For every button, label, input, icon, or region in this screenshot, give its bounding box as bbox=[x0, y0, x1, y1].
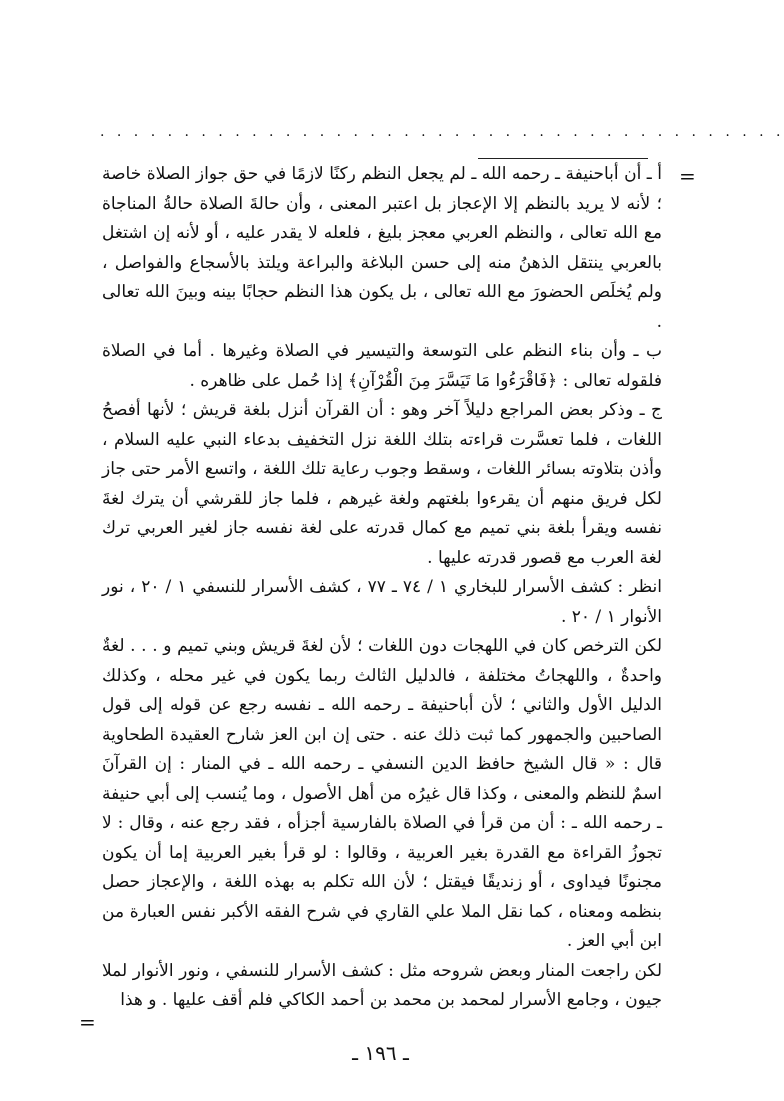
paragraph-ba: ب ـ وأن بناء النظم على التوسعة والتيسير في الصلاة وغيرها . أما في الصلاة فلقوله تعالى : ﴿فَاقْرَءُوا مَا تَيَسَّرَ مِنَ الْقُرْآنِ﴾ إذا حُمل على ظاهره . bbox=[102, 341, 662, 391]
footnote-body bbox=[102, 160, 662, 1016]
paragraph-references: انظر : كشف الأسرار للبخاري ١ / ٧٤ ـ ٧٧ ، كشف الأسرار للنسفي ١ / ٢٠ ، نور الأنوار ١ / ٢٠ . bbox=[102, 577, 662, 627]
paragraph-closing: لكن راجعت المنار وبعض شروحه مثل : كشف الأسرار للنسفي ، ونور الأنوار لملا جيون ، وجامع الأسرار لمحمد بن محمد بن أحمد الكاكي فلم أقف عليها . و هذا bbox=[102, 960, 662, 1010]
paragraph-discussion: لكن الترخص كان في اللهجات دون اللغات ؛ لأن لغةَ قريش وبني تميم و . . . لغةٌ واحدةٌ ، واللهجاتُ مختلفة ، فالدليل الثالث ربما يكون في غير محله ، وكذلك الدليل الأول والثاني ؛ لأن أباحنيفة ـ رحمه الله ـ نفسه رجع عن قوله إلى قول الصاحبين والجمهور كما ثبت ذلك عنه . حتى إن ابن العز شارح العقيدة الطحاوية قال : « قال الشيخ حافظ الدين النسفي ـ رحمه الله ـ في المنار : إن القرآنَ اسمٌ للنظم والمعنى ، وكذا قال غيرُه من أهل الأصول ، وما يُنسب إلى أبي حنيفة ـ رحمه الله ـ : أن من قرأ في الصلاة بالفارسية أجزأه ، فقد رجع عنه ، وقال : لا تجوزُ القراءة مع القدرة بغير العربية ، وقالوا : لو قرأ بغير العربية إما أن يكون مجنونًا فيداوى ، أو زنديقًا فيقتل ؛ لأن الله تكلم به بهذه اللغة ، والإعجاز حصل بنظمه ومعناه ، كما نقل الملا علي القاري في شرح الفقه الأكبر نفس العبارة من ابن أبي العز . bbox=[102, 636, 662, 951]
paragraph-alif: أ ـ أن أباحنيفة ـ رحمه الله ـ لم يجعل النظم ركنًا لازمًا في حق جواز الصلاة خاصة ؛ لأنه لا يريد بالنظم إلا الإعجاز بل اعتبر المعنى ، وأن حالةَ الصلاة حالةُ المناجاة مع الله تعالى ، والنظم العربي معجز بليغ ، فلعله لا يقدر عليه ، أو لأنه إن اشتغل بالعربي ينتقل الذهنُ منه إلى حسن البلاغة والبراعة ويلتذ بالأسجاع والفواصل ، ولم يُخلَص الحضورَ مع الله تعالى ، بل يكون هذا النظم حجابًا بينه وبينَ الله تعالى . bbox=[102, 164, 662, 332]
paragraph-jim: ج ـ وذكر بعض المراجع دليلاً آخر وهو : أن القرآن أنزل بلغة قريش ؛ لأنها أفصحُ اللغات ، فلما تعسَّرت قراءته بتلك اللغة نزل التخفيف بدعاء النبي عليه السلام ، وأذن بتلاوته بسائر اللغات ، وسقط وجوب رعاية تلك اللغة ، واتسع الأمر حتى جاز لكل فريق منهم أن يقرءوا بلغتهم ولغة غيرهم ، فلما جاز للقرشي أن يترك لغةَ نفسه ويقرأ بلغة بني تميم مع كمال قدرته على لغة نفسه جاز لغير العربي ترك لغة العرب مع قصور قدرته عليها . bbox=[102, 400, 662, 568]
continuation-marker-bottom: = bbox=[79, 1010, 96, 1034]
continuation-marker-top: = bbox=[679, 164, 696, 188]
dotted-separator: . . . . . . . . . . . . . . . . . . . . . . . . . . . . . . . . . . . . . . . . . bbox=[100, 124, 784, 140]
footnote-rule bbox=[478, 158, 648, 159]
page-number: ـ ١٩٦ ـ bbox=[352, 1041, 409, 1065]
